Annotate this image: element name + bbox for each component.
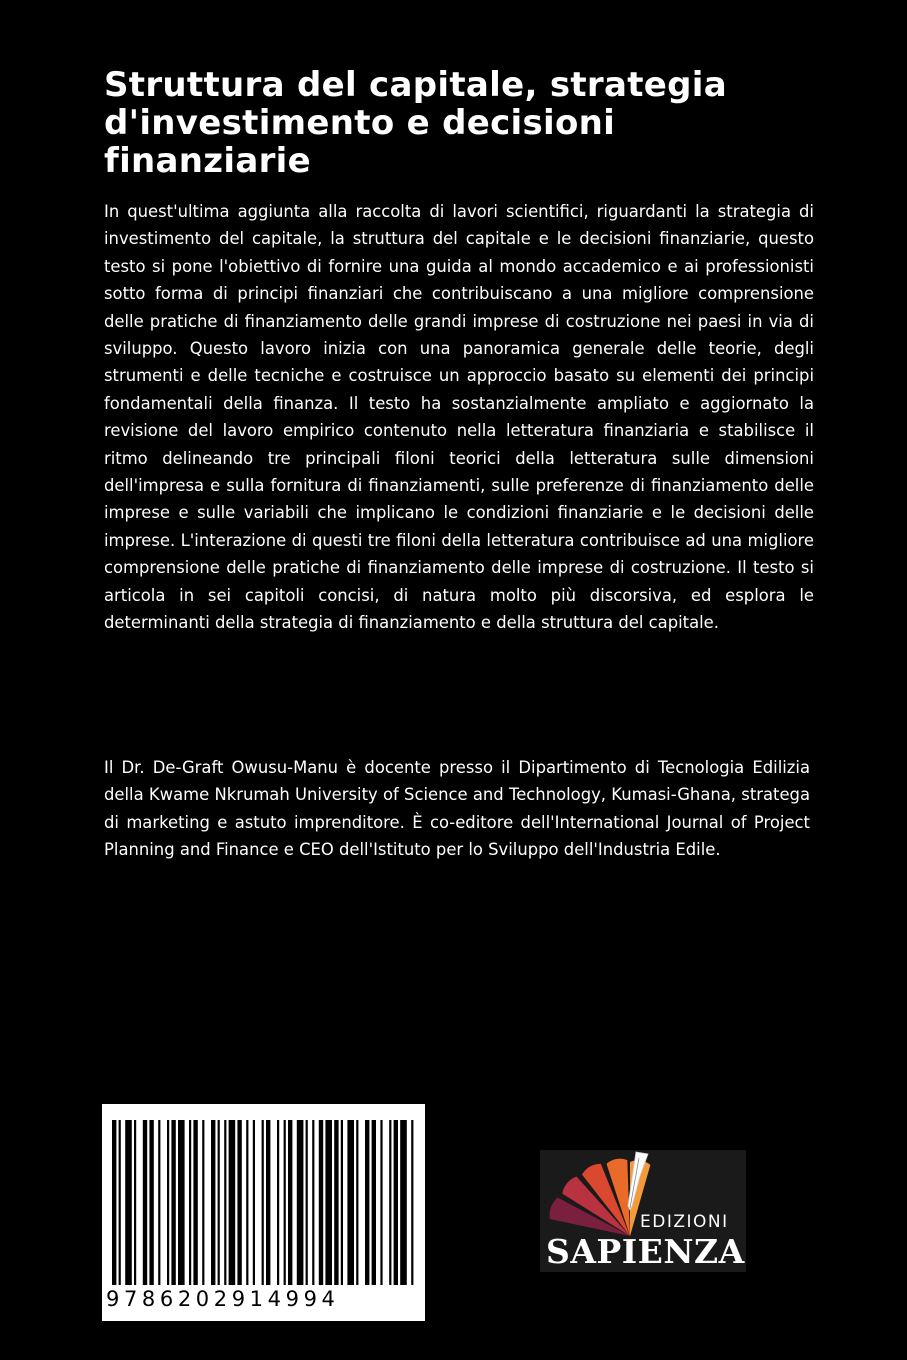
barcode-bar xyxy=(319,1120,323,1285)
barcode-bar xyxy=(266,1120,270,1285)
barcode-bar xyxy=(193,1120,197,1285)
barcode-bar xyxy=(380,1120,382,1285)
barcode-bar xyxy=(119,1120,121,1285)
barcode-bar xyxy=(202,1120,204,1285)
barcode-bar xyxy=(372,1120,376,1285)
barcode-bar xyxy=(171,1120,175,1285)
barcode-bar xyxy=(189,1120,191,1285)
barcode-bar xyxy=(356,1120,358,1285)
barcode-bar xyxy=(218,1120,220,1285)
barcode-bar xyxy=(277,1120,279,1285)
barcode-bars xyxy=(102,1104,425,1289)
publisher-edizioni: EDIZIONI xyxy=(640,1212,729,1232)
barcode-bar xyxy=(365,1120,369,1285)
barcode-bar xyxy=(178,1120,185,1285)
barcode-bar xyxy=(149,1120,153,1285)
barcode-bar xyxy=(334,1120,338,1285)
barcode-bar xyxy=(224,1120,226,1285)
barcode-bar xyxy=(297,1120,304,1285)
barcode-bar xyxy=(341,1120,343,1285)
barcode-bar xyxy=(229,1120,236,1285)
book-description: In quest'ultima aggiunta alla raccolta di lavori scientifici, riguardanti la strategia di investimento del capitale, la struttura del capitale e le decisioni finanziarie, questo testo si pone l'obiettivo di fornire una guida al mondo accademico e ai professionisti sotto forma di principi finanziari che contribuiscano a una migliore comprensione delle pratiche di finanziamento delle grandi imprese di costruzione nei paesi in via di sviluppo. Questo lavoro inizia con una panoramica generale delle teorie, degli strumenti e delle tecniche e costruisce un approccio basato su elementi dei principi fondamentali della finanza. Il testo ha sostanzialmente ampliato e aggiornato la revisione del lavoro empirico contenuto nella letteratura finanziaria e stabilisce il ritmo delineando tre principali filoni teorici della letteratura sulle dimensioni dell'impresa e sulla fornitura di finanziamenti, sulle preferenze di finanziamento delle imprese e sulle variabili che implicano le condizioni finanziarie e le decisioni delle imprese. L'interazione di questi tre filoni della letteratura contribuisce ad una migliore comprensione delle pratiche di finanziamento delle imprese di costruzione. Il testo si articola in sei capitoli concisi, di natura molto più discorsiva, ed esplora le determinanti della strategia di finanziamento e della struttura del capitale. xyxy=(104,202,814,633)
author-bio: Il Dr. De-Graft Owusu-Manu è docente presso il Dipartimento di Tecnologia Edilizia della Kwame Nkrumah University of Science and Technology, Kumasi-Ghana, stratega di marketing e astuto imprenditore. È co-editore dell'International Journal of Project Planning and Finance e CEO dell'Istituto per lo Sviluppo dell'Industria Edile. xyxy=(104,758,810,860)
barcode-bar xyxy=(312,1120,314,1285)
barcode-bar xyxy=(167,1120,169,1285)
barcode-bar xyxy=(237,1120,241,1285)
barcode-bar xyxy=(143,1120,147,1285)
barcode-bar xyxy=(158,1120,160,1285)
barcode-bar xyxy=(112,1120,116,1285)
publisher-logo xyxy=(540,1150,746,1272)
barcode-bar xyxy=(125,1120,132,1285)
isbn-barcode xyxy=(102,1104,425,1321)
barcode-bar xyxy=(134,1120,136,1285)
barcode-bar xyxy=(400,1120,407,1285)
barcode-bar xyxy=(253,1120,255,1285)
barcode-bar xyxy=(347,1120,354,1285)
barcode-bar xyxy=(288,1120,292,1285)
barcode-bar xyxy=(306,1120,308,1285)
barcode-bar xyxy=(211,1120,215,1285)
book-title: Struttura del capitale, strategia d'investimento e decisioni finanziarie xyxy=(104,65,727,181)
barcode-bar xyxy=(262,1120,264,1285)
publisher-sapienza: SAPIENZA xyxy=(546,1232,745,1271)
barcode-bar xyxy=(284,1120,286,1285)
barcode-bar xyxy=(389,1120,391,1285)
barcode-bar xyxy=(246,1120,248,1285)
isbn-number: 9786202914994 xyxy=(106,1287,340,1311)
barcode-bar xyxy=(325,1120,332,1285)
barcode-bar xyxy=(411,1120,413,1285)
barcode-bar xyxy=(394,1120,398,1285)
